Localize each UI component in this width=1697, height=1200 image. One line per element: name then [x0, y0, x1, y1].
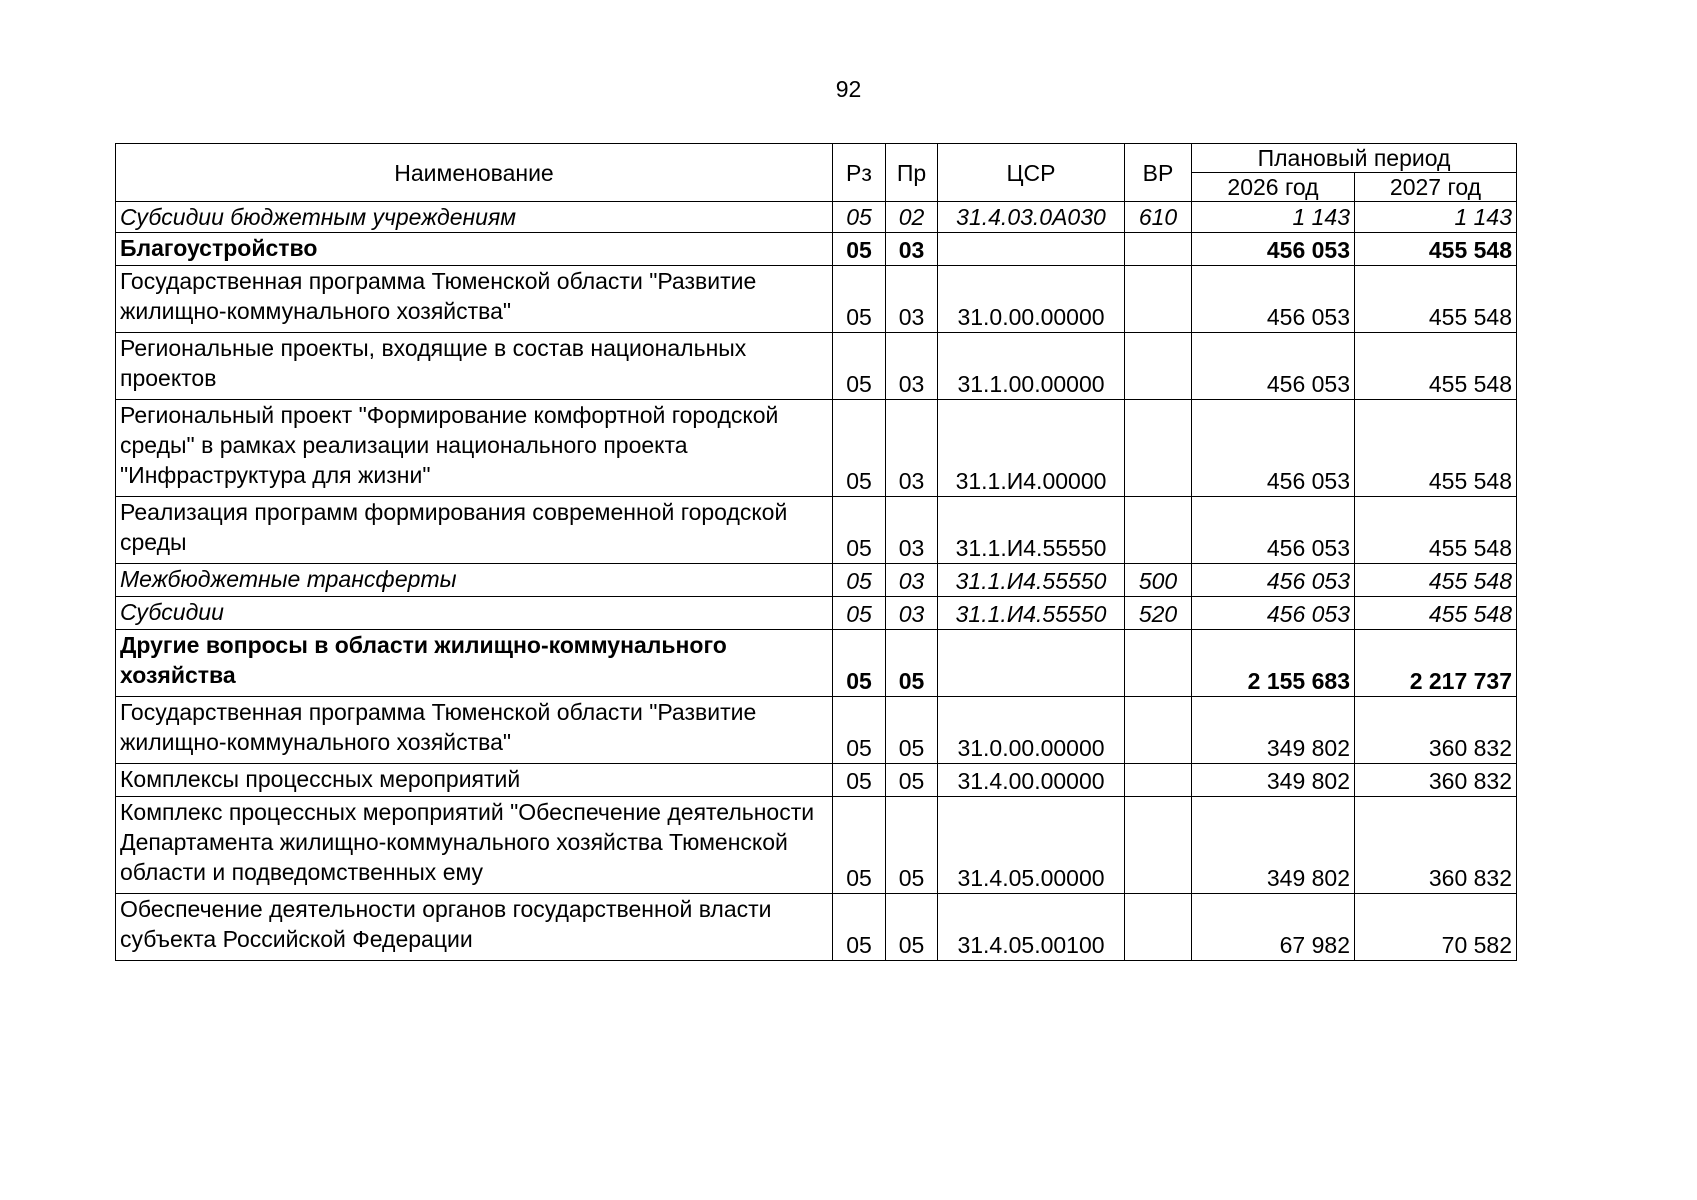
header-year-2027: 2027 год: [1355, 173, 1517, 202]
row-csr: [938, 233, 1125, 266]
row-vr: [1125, 333, 1192, 400]
row-vr: [1125, 266, 1192, 333]
header-pr: Пр: [886, 144, 938, 202]
row-rz: 05: [833, 202, 886, 233]
row-rz: 05: [833, 797, 886, 894]
row-vr: 500: [1125, 564, 1192, 597]
row-pr: 03: [886, 233, 938, 266]
row-csr: 31.4.03.0А030: [938, 202, 1125, 233]
row-pr: 05: [886, 697, 938, 764]
row-csr: [938, 630, 1125, 697]
row-pr: 03: [886, 497, 938, 564]
row-name: Государственная программа Тюменской области "Развитие жилищно-коммунального хозяйства": [116, 697, 833, 764]
row-vr: 610: [1125, 202, 1192, 233]
row-vr: [1125, 400, 1192, 497]
row-2027: 455 548: [1355, 497, 1517, 564]
row-2026: 1 143: [1192, 202, 1355, 233]
row-2027: 1 143: [1355, 202, 1517, 233]
row-rz: 05: [833, 764, 886, 797]
table-row: [116, 597, 1517, 630]
row-name-text: Комплекс процессных мероприятий "Обеспечение деятельности Департамента жилищно-коммунального хозяйства Тюменской области и подведомственных ему: [120, 799, 815, 885]
row-rz: 05: [833, 266, 886, 333]
header-vr: ВР: [1125, 144, 1192, 202]
row-rz: 05: [833, 497, 886, 564]
row-rz: 05: [833, 597, 886, 630]
row-pr: 03: [886, 266, 938, 333]
row-vr: [1125, 233, 1192, 266]
header-rz: Рз: [833, 144, 886, 202]
row-2027: 360 832: [1355, 764, 1517, 797]
row-vr: [1125, 797, 1192, 894]
table-row: [116, 497, 1517, 564]
row-name: Субсидии бюджетным учреждениям: [116, 202, 833, 233]
row-vr: [1125, 497, 1192, 564]
row-2026: 456 053: [1192, 233, 1355, 266]
table-row: [116, 400, 1517, 497]
row-csr: 31.1.И4.00000: [938, 400, 1125, 497]
row-rz: 05: [833, 400, 886, 497]
row-rz: 05: [833, 233, 886, 266]
table-row: [116, 797, 1517, 894]
row-2027: 455 548: [1355, 564, 1517, 597]
row-pr: 05: [886, 797, 938, 894]
budget-table: [115, 143, 1517, 961]
row-csr: 31.4.05.00100: [938, 894, 1125, 961]
row-2026: 2 155 683: [1192, 630, 1355, 697]
row-pr: 03: [886, 564, 938, 597]
row-2027: 455 548: [1355, 266, 1517, 333]
row-rz: 05: [833, 333, 886, 400]
row-2027: 360 832: [1355, 697, 1517, 764]
row-2027: 455 548: [1355, 233, 1517, 266]
table-row: [116, 202, 1517, 233]
header-csr: ЦСР: [938, 144, 1125, 202]
row-2027: 360 832: [1355, 797, 1517, 894]
row-2027: 455 548: [1355, 400, 1517, 497]
row-2027: 2 217 737: [1355, 630, 1517, 697]
row-2026: 456 053: [1192, 597, 1355, 630]
table-row: [116, 564, 1517, 597]
row-csr: 31.4.05.00000: [938, 797, 1125, 894]
row-vr: [1125, 630, 1192, 697]
table-row: [116, 894, 1517, 961]
row-vr: [1125, 894, 1192, 961]
table-row: [116, 233, 1517, 266]
row-2026: 456 053: [1192, 333, 1355, 400]
row-rz: 05: [833, 697, 886, 764]
table-row: [116, 333, 1517, 400]
row-csr: 31.1.И4.55550: [938, 497, 1125, 564]
table-row: [116, 764, 1517, 797]
row-2026: 456 053: [1192, 564, 1355, 597]
row-2026: 67 982: [1192, 894, 1355, 961]
row-2026: 349 802: [1192, 797, 1355, 894]
row-2026: 456 053: [1192, 266, 1355, 333]
row-csr: 31.0.00.00000: [938, 697, 1125, 764]
header-name: Наименование: [116, 144, 833, 202]
row-name: Субсидии: [116, 597, 833, 630]
row-2027: 455 548: [1355, 333, 1517, 400]
row-pr: 02: [886, 202, 938, 233]
row-vr: 520: [1125, 597, 1192, 630]
row-2026: 456 053: [1192, 400, 1355, 497]
row-pr: 03: [886, 597, 938, 630]
row-name: Обеспечение деятельности органов государственной власти субъекта Российской Федерации: [116, 894, 833, 961]
row-name: Межбюджетные трансферты: [116, 564, 833, 597]
row-csr: 31.1.И4.55550: [938, 597, 1125, 630]
row-name: Региональный проект "Формирование комфортной городской среды" в рамках реализации национального проекта "Инфраструктура для жизни": [116, 400, 833, 497]
row-pr: 05: [886, 764, 938, 797]
row-rz: 05: [833, 894, 886, 961]
row-name: Государственная программа Тюменской области "Развитие жилищно-коммунального хозяйства": [116, 266, 833, 333]
row-csr: 31.1.И4.55550: [938, 564, 1125, 597]
row-csr: 31.0.00.00000: [938, 266, 1125, 333]
row-vr: [1125, 764, 1192, 797]
row-vr: [1125, 697, 1192, 764]
row-pr: 03: [886, 333, 938, 400]
row-name: Комплексы процессных мероприятий: [116, 764, 833, 797]
row-2026: 349 802: [1192, 764, 1355, 797]
row-name: Благоустройство: [116, 233, 833, 266]
row-pr: 05: [886, 630, 938, 697]
row-2027: 70 582: [1355, 894, 1517, 961]
table-row: [116, 697, 1517, 764]
table-row: [116, 266, 1517, 333]
header-year-2026: 2026 год: [1192, 173, 1355, 202]
row-name: [116, 797, 833, 894]
header-planned-period: Плановый период: [1192, 144, 1517, 173]
row-2026: 349 802: [1192, 697, 1355, 764]
page-number: 92: [835, 76, 862, 102]
row-name: Другие вопросы в области жилищно-коммунального хозяйства: [116, 630, 833, 697]
row-pr: 03: [886, 400, 938, 497]
table-row: [116, 630, 1517, 697]
row-2026: 456 053: [1192, 497, 1355, 564]
table-header: [116, 144, 1517, 202]
row-2027: 455 548: [1355, 597, 1517, 630]
row-rz: 05: [833, 630, 886, 697]
row-pr: 05: [886, 894, 938, 961]
row-name: Реализация программ формирования современной городской среды: [116, 497, 833, 564]
table-body: [116, 202, 1517, 961]
row-rz: 05: [833, 564, 886, 597]
row-csr: 31.1.00.00000: [938, 333, 1125, 400]
row-name: Региональные проекты, входящие в состав национальных проектов: [116, 333, 833, 400]
row-csr: 31.4.00.00000: [938, 764, 1125, 797]
